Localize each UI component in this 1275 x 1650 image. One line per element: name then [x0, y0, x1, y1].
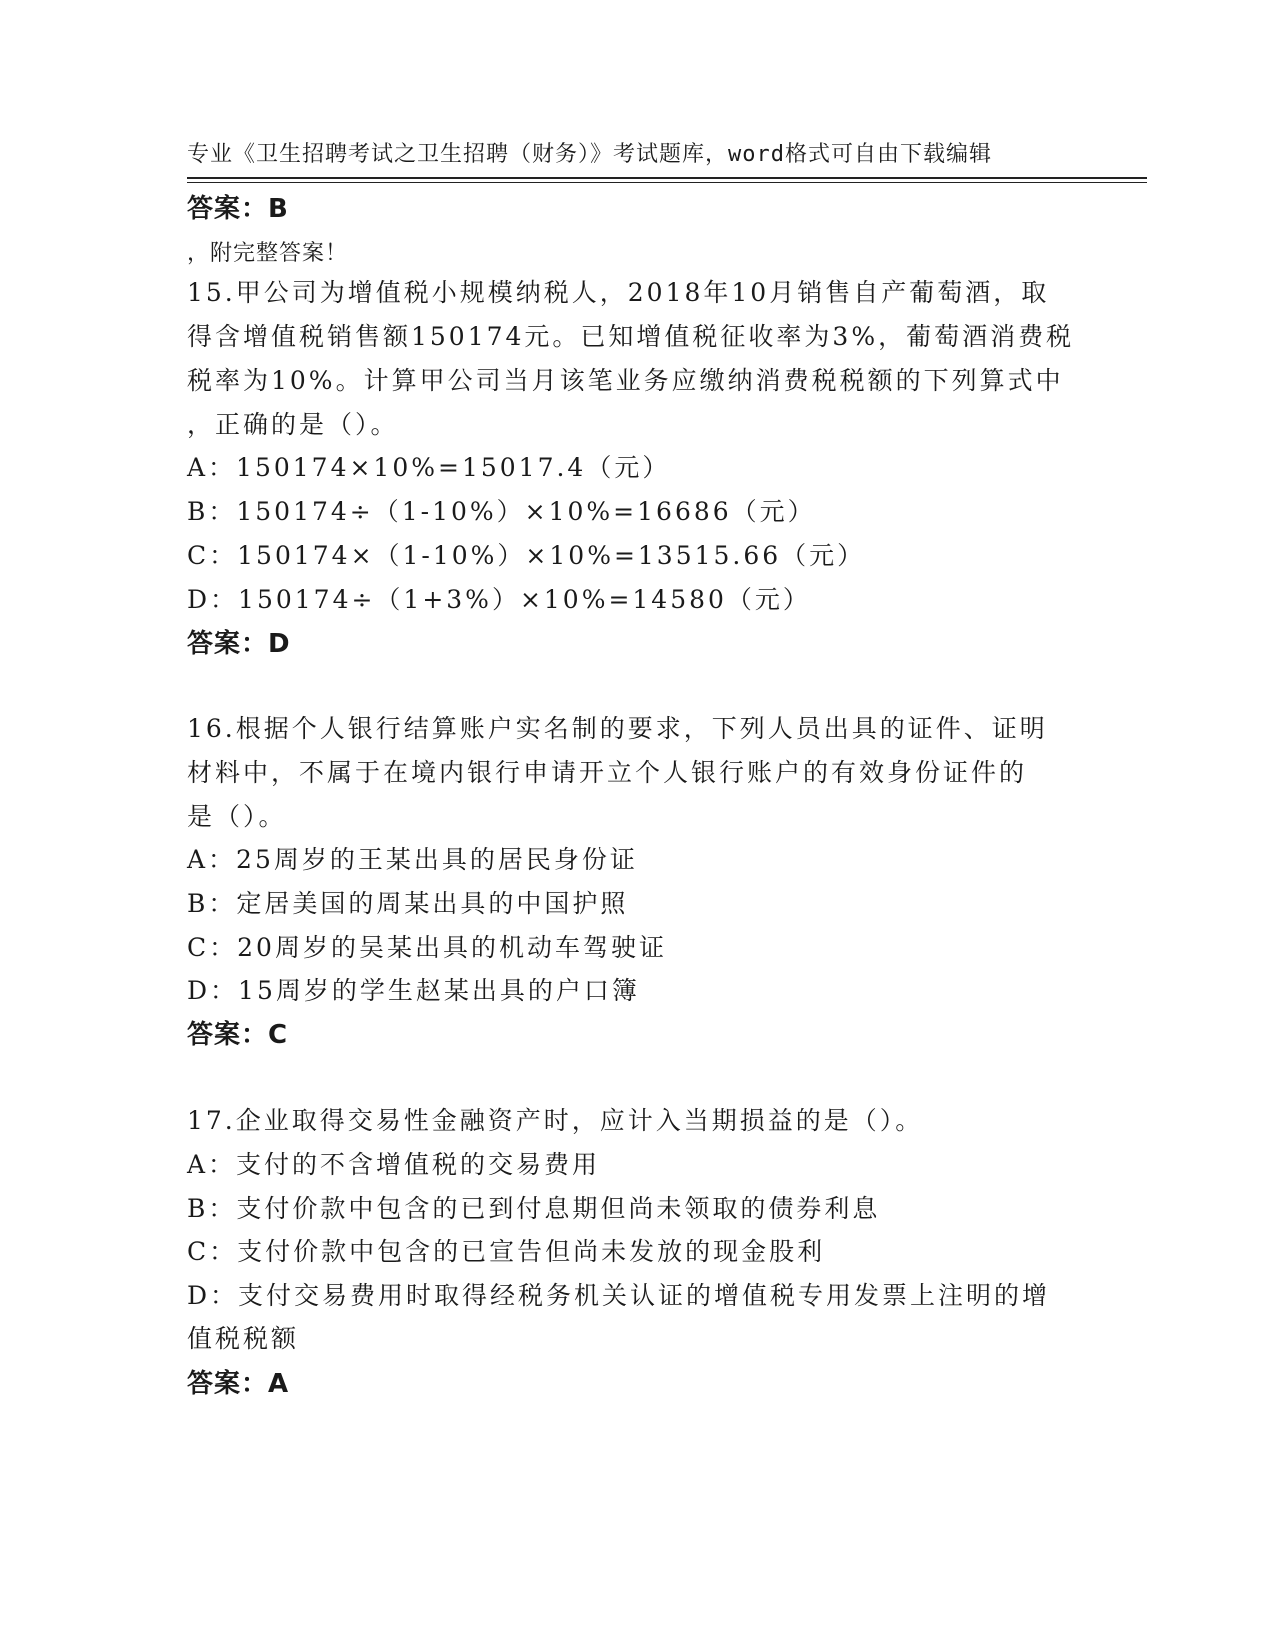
q17-option-d-continued: 值税税额: [187, 1324, 300, 1353]
header-line-1: 专业《卫生招聘考试之卫生招聘（财务）》考试题库，word格式可自由下载编辑: [187, 142, 992, 167]
q16-option-d: D：15周岁的学生赵某出具的户口簿: [187, 976, 640, 1005]
q15-option-d: D：150174÷（1+3%）×10%=14580（元）: [187, 585, 811, 614]
answer-prev: 答案：B: [187, 194, 289, 224]
q15-text-line-4: ，正确的是（）。: [187, 410, 399, 439]
q15-text-line-2: 得含增值税销售额150174元。已知增值税征收率为3%，葡萄酒消费税: [187, 322, 1075, 351]
header-divider-thick: [187, 177, 1147, 179]
header-line-2: ，附完整答案！: [187, 241, 349, 266]
q15-answer: 答案：D: [187, 629, 291, 659]
q17-text-line-1: 17.企业取得交易性金融资产时，应计入当期损益的是（）。: [187, 1106, 924, 1135]
q16-text-line-1: 16.根据个人银行结算账户实名制的要求，下列人员出具的证件、证明: [187, 714, 1048, 743]
q15-text-line-1: 15.甲公司为增值税小规模纳税人，2018年10月销售自产葡萄酒，取: [187, 278, 1050, 307]
q17-answer: 答案：A: [187, 1369, 290, 1399]
q17-option-a: A：支付的不含增值税的交易费用: [187, 1150, 601, 1179]
q16-text-line-2: 材料中，不属于在境内银行申请开立个人银行账户的有效身份证件的: [187, 758, 1028, 787]
q17-option-b: B：支付价款中包含的已到付息期但尚未领取的债券利息: [187, 1194, 881, 1223]
q16-option-a: A：25周岁的王某出具的居民身份证: [187, 845, 638, 874]
q17-option-c: C：支付价款中包含的已宣告但尚未发放的现金股利: [187, 1237, 826, 1266]
q15-text-line-3: 税率为10%。计算甲公司当月该笔业务应缴纳消费税税额的下列算式中: [187, 366, 1064, 395]
q15-option-a: A：150174×10%=15017.4（元）: [187, 453, 671, 482]
q17-option-d: D：支付交易费用时取得经税务机关认证的增值税专用发票上注明的增: [187, 1281, 1051, 1310]
header-divider-thin: [187, 182, 1147, 183]
q16-answer: 答案：C: [187, 1020, 289, 1050]
q16-option-c: C：20周岁的吴某出具的机动车驾驶证: [187, 933, 667, 962]
q15-option-c: C：150174×（1-10%）×10%=13515.66（元）: [187, 541, 866, 570]
q16-text-line-3: 是（）。: [187, 802, 287, 831]
q15-option-b: B：150174÷（1-10%）×10%=16686（元）: [187, 497, 816, 526]
q16-option-b: B：定居美国的周某出具的中国护照: [187, 889, 629, 918]
